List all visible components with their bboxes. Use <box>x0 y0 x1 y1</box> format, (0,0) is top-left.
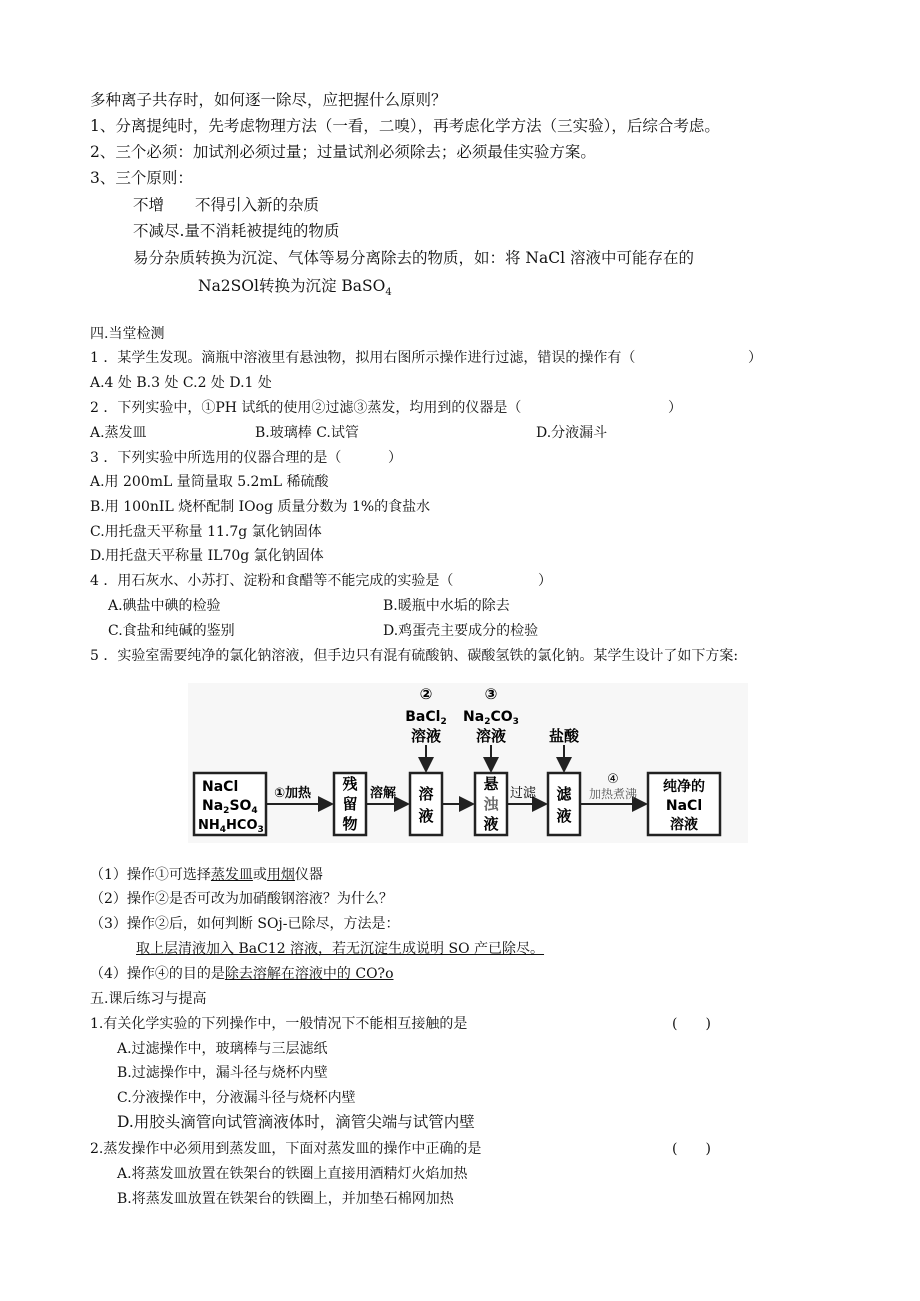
q5-2-option-b: B.将蒸发皿放置在铁架台的铁圈上，并加垫石棉网加热 <box>117 1191 454 1207</box>
q4-3-close: ） <box>388 450 402 466</box>
solution-char-1: 溶 <box>418 785 434 803</box>
q4-5-sub-4-answer: 除去溶解在溶液中的 CO?o <box>224 966 394 982</box>
final-line-2: NaCl <box>665 798 703 814</box>
q5-2-paren: ( ) <box>672 1141 711 1157</box>
q5-1: 1.有关化学实验的下列操作中，一般情况下不能相互接触的是 <box>90 1016 468 1032</box>
reagent-3-number: ③ <box>484 685 498 703</box>
q4-5-sub-1-answer-b: 用烟 <box>266 867 295 883</box>
q4-4: 4 ．用石灰水、小苏打、淀粉和食醋等不能完成的实验是（ <box>90 573 454 589</box>
filtrate-box <box>548 773 580 835</box>
q4-2-option-a: A.蒸发皿 <box>90 425 147 441</box>
q5-1-option-a: A.过滤操作中，玻璃棒与三层滤纸 <box>117 1041 328 1057</box>
q4-1-options: A.4 处 B.3 处 C.2 处 D.1 处 <box>90 375 272 391</box>
q4-3-option-a: A.用 200mL 量筒量取 5.2mL 稀硫酸 <box>90 474 329 490</box>
rule-3-formula: Na2SOl转换为沉淀 BaSO <box>198 277 386 295</box>
filtrate-char-1: 滤 <box>556 785 572 803</box>
q4-4-option-a: A.碘盐中碘的检验 <box>108 598 221 614</box>
flowchart <box>188 683 748 843</box>
q4-5-sub-4-prefix: （4）操作④的目的是 <box>90 966 225 982</box>
q5-1-option-c: C.分液操作中，分液漏斗径与烧杯内壁 <box>117 1090 356 1106</box>
q4-3: 3 ．下列实验中所选用的仪器合理的是（ <box>90 450 342 466</box>
rule-3-continued <box>198 276 392 303</box>
solution-box <box>410 773 442 835</box>
q4-5-sub-2: （2）操作②是否可改为加硝酸钢溶液？为什么？ <box>90 891 393 907</box>
q4-5: 5 ．实验室需要纯净的氯化钠溶液，但手边只有混有硫酸钠、碳酸氢铁的氯化钠。某学生设计了如下方案: <box>90 648 739 664</box>
reagent-2-solution: 溶液 <box>410 727 442 745</box>
q4-5-sub-1 <box>90 865 323 885</box>
section-5-title: 五.课后练习与提高 <box>90 991 207 1007</box>
start-na2so4: $Na_2SO_4$ <box>202 798 258 816</box>
rule-3-subscript: 4 <box>385 287 392 299</box>
reagent-2-number: ② <box>419 685 433 703</box>
q4-3-option-c: C.用托盘天平称量 11.7g 氯化钠固体 <box>90 524 322 540</box>
reagent-3-formula: $Na_2CO_3$ <box>463 709 519 727</box>
q5-2-option-a: A.将蒸发皿放置在铁架台的铁圈上直接用酒精灯火焰加热 <box>117 1166 468 1182</box>
q4-1-close: ） <box>748 350 762 366</box>
q4-5-sub-1-suffix: 仪器 <box>294 867 323 883</box>
final-line-3: 溶液 <box>670 817 698 833</box>
reagent-2-formula: BaCl$_2$ <box>405 709 447 727</box>
label-acid: 盐酸 <box>548 727 580 745</box>
q4-4-option-c: C.食盐和纯碱的鉴别 <box>108 623 235 639</box>
q5-1-paren: ( ) <box>672 1016 711 1032</box>
q4-2-close: ） <box>668 400 682 416</box>
suspension-char-2: 浊 <box>483 795 499 813</box>
q4-4-close: ） <box>538 573 552 589</box>
q4-5-sub-1-prefix: （1）操作①可选择 <box>90 867 211 883</box>
label-dissolve: 溶解 <box>370 786 397 801</box>
filtrate-char-2: 液 <box>556 807 572 825</box>
reagent-3-solution: 溶液 <box>475 727 507 745</box>
label-boil: 加热煮沸 <box>588 787 638 801</box>
final-line-1: 纯净的 <box>663 779 705 795</box>
q4-1: 1 ．某学生发现。滴瓶中溶液里有悬浊物，拟用右图所示操作进行过滤，错误的操作有（ <box>90 350 636 366</box>
q4-5-sub-3: （3）操作②后，如何判断 SOj-已除尽，方法是： <box>90 916 400 932</box>
section-4-title: 四.当堂检测 <box>90 326 165 342</box>
suspension-char-3: 液 <box>483 815 499 833</box>
q4-5-sub-1-mid: 或 <box>252 867 267 883</box>
start-nh4hco3: $NH_4HCO_3$ <box>198 818 264 835</box>
q4-2-option-bc: B.玻璃棒 C.试管 <box>255 425 359 441</box>
q5-1-option-b: B.过滤操作中，漏斗径与烧杯内壁 <box>117 1065 328 1081</box>
q4-4-option-d: D.鸡蛋壳主要成分的检验 <box>383 623 539 639</box>
principle-3: 3、三个原则： <box>90 169 193 187</box>
rule-1-text: 不得引入新的杂质 <box>195 196 320 214</box>
residue-char-1: 残 <box>342 775 358 793</box>
q4-5-sub-1-answer-a: 蒸发皿 <box>210 867 253 883</box>
label-filter: 过滤 <box>510 786 537 801</box>
rule-1-label: 不增 <box>133 196 165 214</box>
q4-2: 2 ．下列实验中，①PH 试纸的使用②过滤③蒸发，均用到的仪器是（ <box>90 400 522 416</box>
intro-question: 多种离子共存时，如何逐一除尽，应把握什么原则？ <box>90 91 447 109</box>
solution-char-2: 液 <box>418 807 434 825</box>
q4-5-sub-3-answer: 取上层清液加入 BaC12 溶液，若无沉淀生成说明 SO 产已除尽。 <box>136 941 545 957</box>
start-nacl: NaCl <box>202 779 239 795</box>
q5-2: 2.蒸发操作中必须用到蒸发皿，下面对蒸发皿的操作中正确的是 <box>90 1141 482 1157</box>
q4-3-option-d: D.用托盘天平称量 IL70g 氯化钠固体 <box>90 548 324 564</box>
q4-5-sub-4 <box>90 964 394 984</box>
label-heat: ①加热 <box>274 786 312 801</box>
q4-4-option-b: B.暖瓶中水垢的除去 <box>383 598 510 614</box>
principle-1: 1、分离提纯时，先考虑物理方法（一看，二嗅），再考虑化学方法（三实验），后综合考虑。 <box>90 117 720 135</box>
q5-1-option-d: D.用胶头滴管向试管滴液体时，滴管尖端与试管内壁 <box>117 1113 475 1131</box>
q4-3-option-b: B.用 100nIL 烧杯配制 IOog 质量分数为 1%的食盐水 <box>90 499 431 515</box>
label-op4-number: ④ <box>607 772 619 787</box>
residue-char-3: 物 <box>342 815 358 833</box>
rule-3: 易分杂质转换为沉淀、气体等易分离除去的物质，如：将 NaCl 溶液中可能存在的 <box>133 249 694 267</box>
q4-2-option-d: D.分液漏斗 <box>536 425 608 441</box>
rule-2: 不减尽.量不消耗被提纯的物质 <box>133 222 340 240</box>
principle-2: 2、三个必须：加试剂必须过量；过量试剂必须除去；必须最佳实验方案。 <box>90 143 596 161</box>
residue-char-2: 留 <box>342 795 358 813</box>
suspension-char-1: 悬 <box>483 775 499 793</box>
